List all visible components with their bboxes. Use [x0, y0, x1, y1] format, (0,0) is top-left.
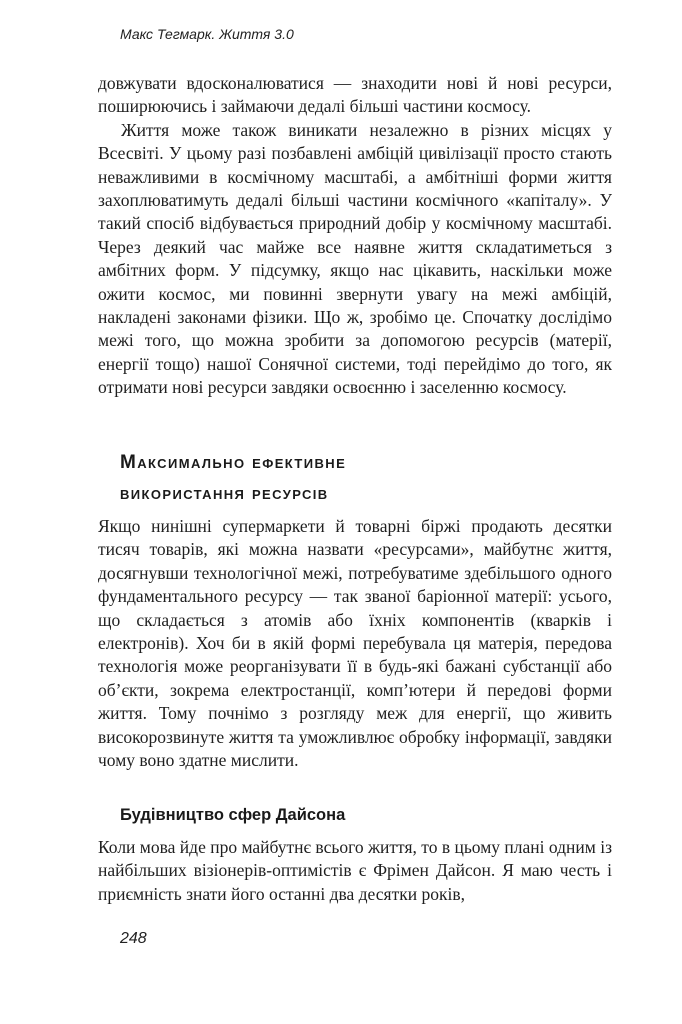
- section-heading-line-2: використання ресурсів: [120, 483, 329, 504]
- paragraph-2: Життя може також виникати незалежно в різних місцях у Всесвіті. У цьому разі позбавлені амбіцій цивілізації просто стають неважливими в космічному масштабі, а амбітніші форми життя захоплюватимуть дедалі більші частини космічного «капіталу». У такий спосіб відбувається природний добір у космічному масштабі. Через деякий час майже все наявне життя складатиметься з амбітних форм. У підсумку, якщо нас цікавить, наскільки може ожити космос, ми повинні звернути увагу на межі амбіцій, накладені законами фізики. Що ж, зробімо це. Спочатку дослідімо межі того, що можна зробити за допомогою ресурсів (матерії, енергії тощо) нашої Сонячної системи, тоді перейдімо до того, як отримати нові ресурси завдяки освоєнню і заселенню космосу.: [98, 119, 612, 398]
- subsection-heading: Будівництво сфер Дайсона: [120, 806, 346, 824]
- paragraph-1: довжувати вдосконалюватися — знаходити нові й нові ресурси, поширюючись і займаючи дедалі більші частини космосу.: [98, 73, 612, 117]
- running-head: Макс Тегмарк. Життя 3.0: [120, 26, 294, 42]
- section-heading-line-1: Максимально ефективне: [120, 452, 347, 473]
- page-number: 248: [120, 930, 147, 947]
- section-body: [98, 515, 612, 772]
- paragraph-4: Коли мова йде про майбутнє всього життя, то в цьому плані одним із найбільших візіонерів-оптимістів є Фрімен Дайсон. Я маю честь і приємність знати його останні два десятки років,: [98, 837, 612, 904]
- paragraph-continuation-block: [98, 72, 612, 400]
- subsection-body: [98, 836, 612, 906]
- paragraph-3: Якщо нинішні супермаркети й товарні біржі продають десятки тисяч товарів, які можна назвати «ресурсами», майбутнє життя, досягнувши технологічної межі, потребуватиме здебільшого одного фундаментального ресурсу — так званої баріонної матерії: усього, що складається з атомів або їхніх компонентів (кварків і електронів). Хоч би в якій формі перебувала ця матерія, передова технологія може реорганізувати її в будь-які бажані субстанції або об’єкти, зокрема електростанції, комп’ютери й передові форми життя. Тому почнімо з розгляду меж для енергії, що живить високорозвинуте життя та уможливлює обробку інформації, завдяки чому воно здатне мислити.: [98, 516, 612, 771]
